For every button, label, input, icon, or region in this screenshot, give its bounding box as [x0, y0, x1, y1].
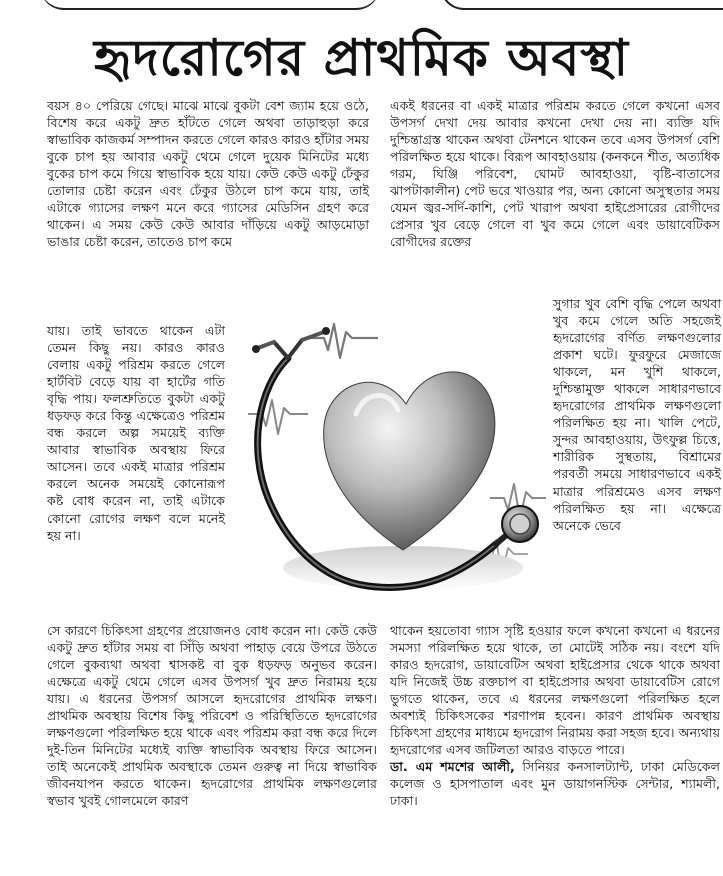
top-border-curve-right: [440, 0, 723, 10]
author-name: ডা. এম শমশের আলী,: [390, 759, 515, 775]
paragraph-left-top: বয়স ৪০ পেরিয়ে গেছে। মাঝে মাঝে বুকটা বেশ জ্যাম হয়ে ওঠে, বিশেষ করে একটু দ্রুত হাঁটতে গেলে অথবা তাড়াহুড়া করে স্বাভাবিক কাজকর্ম সম্পাদন করতে গেলে কারও কারও হাঁটার সময় বুকে চাপ হয় আবার একটু থেমে গেলে দুয়েক মিনিটের মধ্যে বুকের চাপ কমে গিয়ে স্বাভাবিক হয়ে যায়। কেউ কেউ একটু ঢেঁকুর তোলার চেষ্টা করেন এবং ঢেঁকুর উঠলে চাপ কমে যায়, তাই এটাকে গ্যাসের লক্ষণ মনে করে গ্যাসের মেডিসিন গ্রহণ করে থাকেন। এ সময় কেউ কেউ আবার দাঁড়িয়ে একটু আড়মোড়া ভাঙার চেষ্টা করেন, তাতেও চাপ কমে: [47, 98, 369, 250]
article-column-left-bottom: [47, 622, 377, 862]
paragraph-right-top: একই ধরনের বা একই মাত্রার পরিশ্রম করতে গেলে কখনো এসব উপসর্গ দেখা দেয় আবার কখনো দেখা দেয় না। ব্যক্তি যদি দুশ্চিন্তাগ্রস্ত থাকেন অথবা টেনশনে থাকেন তবে এসব উপসর্গ বেশি পরিলক্ষিত হয়ে থাকে। বিরূপ আবহাওয়ায় (কনকনে শীত, অত্যধিক গরম, ঘিঞ্জি পরিবেশ, ঘোমট আবহাওয়া, বৃষ্টি-বাতাসের ঝাপটাকালীন) পেট ভরে খাওয়ার পর, অন্য কোনো অসুস্থতার সময় যেমন জ্বর-সর্দি-কাশি, পেট খারাপ অথবা হাইপ্রেসারের রোগীদের প্রেসার খুব বেড়ে গেলে বা খুব কমে গেলে এবং ডায়াবেটিকস রোগীদের রক্তের: [390, 98, 720, 250]
author-credit: [390, 758, 720, 809]
article-column-right-bottom: [390, 622, 720, 872]
top-border: [0, 0, 723, 12]
article-column-right-wrap: [553, 295, 721, 615]
article-headline: হৃদরোগের প্রাথমিক অবস্থা: [94, 28, 629, 87]
top-border-curve-left: [40, 0, 380, 10]
author-details: সিনিয়র কনসালট্যান্ট, ঢাকা মেডিকেল কলেজ ও হাসপাতাল এবং মুন ডায়াগনস্টিক সেন্টার, শ্যামলী, ঢাকা।: [390, 759, 720, 809]
article-column-left-wrap: [47, 322, 225, 622]
paragraph-left-wrap: যায়। তাই ভাবতে থাকেন এটা তেমন কিছু নয়। কারও কারও বেলায় একটু পরিশ্রম করতে গেলে হার্টবিট বেড়ে যায় বা হার্টের গতি বৃদ্ধি পায়। ফলশ্রুতিতে বুকটা একটু ধড়ফড় করে কিন্তু এক্ষেত্রেও পরিশ্রম বন্ধ করলে অল্প সময়েই ব্যক্তি আবার স্বাভাবিক অবস্থায় ফিরে আসেন। তবে একই মাত্রার পরিশ্রম করলে অনেক সময়েই কোনোরূপ কষ্ট বোধ করেন না, তাই এটাকে কোনো রোগের লক্ষণ বলে মনেই হয় না।: [47, 323, 225, 543]
heart-icon: [324, 372, 495, 550]
paragraph-right-bottom: থাকেন হয়তোবা গ্যাস সৃষ্টি হওয়ার ফলে কখনো কখনো এ ধরনের সমস্যা পরিলক্ষিত হয়ে থাকে, তা মোটেই সঠিক নয়। বংশে যদি কারও হৃদরোগ, ডায়াবেটিস অথবা হাইপ্রেসার থেকে থাকে অথবা যদি নিজেই উচ্চ রক্তচাপ বা হাইপ্রেসার অথবা ডায়াবেটিস রোগে ভুগতে থাকেন, তবে এ ধরনের লক্ষণগুলো পরিলক্ষিত হলে অবশ্যই চিকিৎসকের শরণাপন্ন হবেন। কারণ প্রাথমিক অবস্থায় চিকিৎসা গ্রহণের মাধ্যমে হৃদরোগ নিরাময় করা সহজ হবে। অন্যথায় হৃদরোগের এসব জটিলতা আরও বাড়তে পারে।: [390, 623, 720, 758]
paragraph-right-wrap: সুগার খুব বেশি বৃদ্ধি পেলে অথবা খুব কমে গেলে অতি সহজেই হৃদরোগের বর্ণিত লক্ষণগুলোর প্রকাশ ঘটে। ফুরফুরে মেজাজে থাকলে, মন খুশি থাকলে, দুশ্চিন্তামুক্ত থাকলে সাধারণভাবে হৃদরোগের প্রাথমিক লক্ষণগুলো পরিলক্ষিত হয় না। খালি পেটে, সুন্দর আবহাওয়ায়, উৎফুল্ল চিত্তে, শারীরিক সুস্থতায়, বিশ্রামের পরবর্তী সময়ে সাধারণভাবে একই মাত্রার পরিশ্রমেও এসব লক্ষণ পরিলক্ষিত হয় না। এক্ষেত্রে অনেকে ভেবে: [553, 296, 721, 533]
article-column-right-top: [390, 97, 720, 302]
heart-stethoscope-illustration: [228, 318, 550, 618]
paragraph-left-bottom: সে কারণে চিকিৎসা গ্রহণের প্রয়োজনও বোধ করেন না। কেউ কেউ একটু দ্রুত হাঁটার সময় বা সিঁড়ি অথবা পাহাড় বেয়ে উপরে উঠতে গেলে বুকব্যথা অথবা শ্বাসকষ্ট বা বুক ধড়ফড় অনুভব করেন। এক্ষেত্রে একটু থেমে গেলে এসব উপসর্গ খুব দ্রুত নিরাময় হয়ে যায়। এ ধরনের উপসর্গ আসলে হৃদরোগের প্রাথমিক লক্ষণ। প্রাথমিক অবস্থায় বিশেষ কিছু পরিবেশ ও পরিস্থিতিতে হৃদরোগের লক্ষণগুলো পরিলক্ষিত হয়ে থাকে এবং পরিশ্রম করা বন্ধ করে দিলে দুই-তিন মিনিটের মধ্যেই ব্যক্তি স্বাভাবিক অবস্থায় ফিরে আসেন। তাই অনেকেই প্রাথমিক অবস্থাকে তেমন গুরুত্ব না দিয়ে স্বাভাবিক জীবনযাপন করতে থাকেন। হৃদরোগের প্রাথমিক লক্ষণগুলোর স্বভাব খুবই গোলমেলে কারণ: [47, 623, 377, 809]
article-column-left-top: [47, 97, 369, 322]
heart-stethoscope-figure: [228, 318, 550, 618]
